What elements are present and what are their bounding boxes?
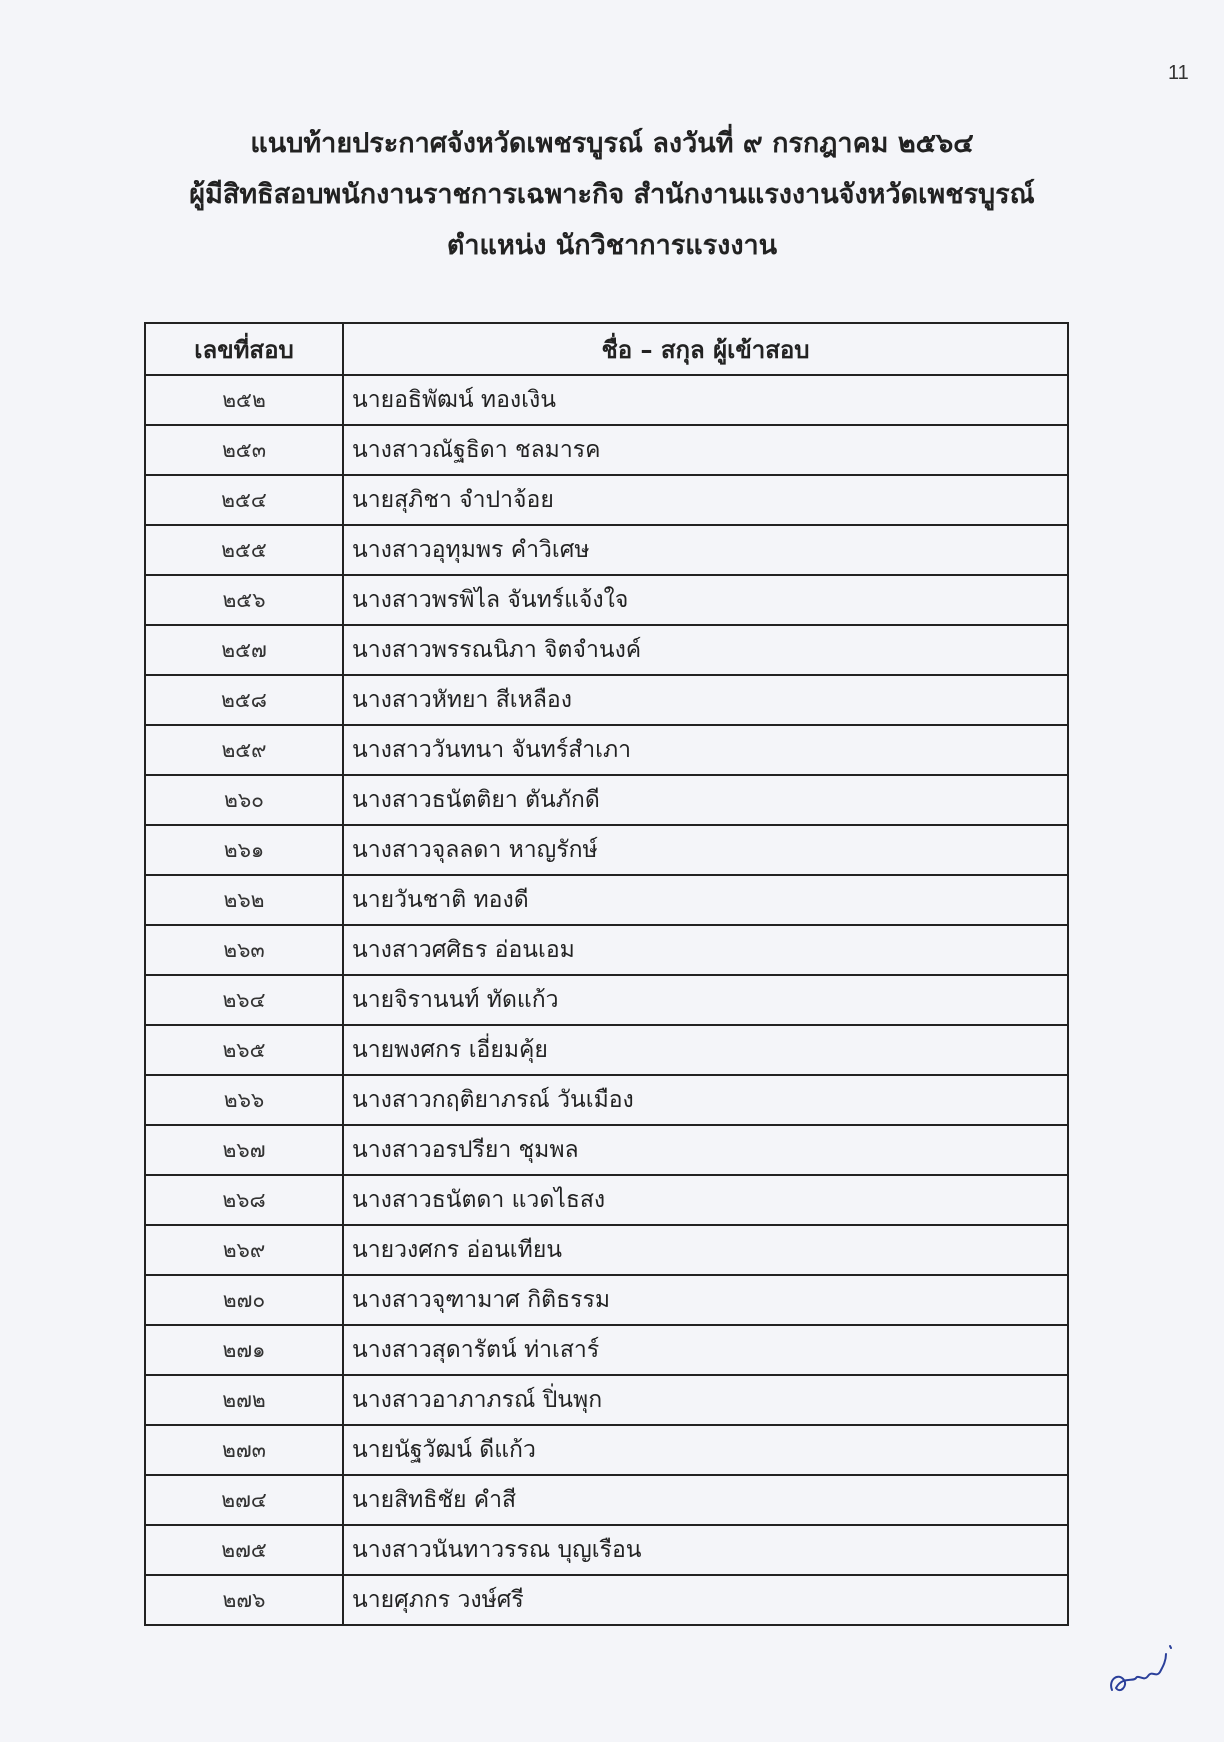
table-row xyxy=(145,1475,1068,1525)
table-row xyxy=(145,425,1068,475)
exam-number-cell: ๒๖๒ xyxy=(145,875,343,925)
table-row xyxy=(145,475,1068,525)
table-row xyxy=(145,1075,1068,1125)
table-row xyxy=(145,775,1068,825)
candidate-name-cell: นางสาวอุทุมพร คำวิเศษ xyxy=(343,525,1068,575)
table-row xyxy=(145,875,1068,925)
exam-number-cell: ๒๗๒ xyxy=(145,1375,343,1425)
candidate-name-cell: นางสาวจุลลดา หาญรักษ์ xyxy=(343,825,1068,875)
candidate-name-cell: นางสาวธนัตติยา ตันภักดี xyxy=(343,775,1068,825)
candidate-name-cell: นางสาวอรปรียา ชุมพล xyxy=(343,1125,1068,1175)
candidate-name-cell: นางสาวพรรณนิภา จิตจำนงค์ xyxy=(343,625,1068,675)
candidate-name-cell: นางสาวจุฑามาศ กิติธรรม xyxy=(343,1275,1068,1325)
table-row xyxy=(145,525,1068,575)
table-row xyxy=(145,1575,1068,1625)
candidate-name-cell: นางสาวสุดารัตน์ ท่าเสาร์ xyxy=(343,1325,1068,1375)
table-row xyxy=(145,1275,1068,1325)
candidate-name-cell: นางสาวพรพิไล จันทร์แจ้งใจ xyxy=(343,575,1068,625)
exam-number-cell: ๒๕๙ xyxy=(145,725,343,775)
table-row xyxy=(145,625,1068,675)
column-header-full-name: ชื่อ – สกุล ผู้เข้าสอบ xyxy=(343,323,1068,375)
table-row xyxy=(145,1175,1068,1225)
table-row xyxy=(145,675,1068,725)
exam-number-cell: ๒๕๘ xyxy=(145,675,343,725)
exam-number-cell: ๒๖๓ xyxy=(145,925,343,975)
document-header xyxy=(0,118,1224,271)
candidate-name-cell: นางสาวธนัตดา แวดไธสง xyxy=(343,1175,1068,1225)
exam-number-cell: ๒๕๒ xyxy=(145,375,343,425)
candidate-name-cell: นายจิรานนท์ ทัดแก้ว xyxy=(343,975,1068,1025)
page-number: 11 xyxy=(1168,62,1189,84)
candidate-name-cell: นายวงศกร อ่อนเทียน xyxy=(343,1225,1068,1275)
candidate-name-cell: นายอธิพัฒน์ ทองเงิน xyxy=(343,375,1068,425)
exam-number-cell: ๒๖๑ xyxy=(145,825,343,875)
table-row xyxy=(145,1125,1068,1175)
table-row xyxy=(145,975,1068,1025)
table-row xyxy=(145,575,1068,625)
header-line-3: ตำแหน่ง นักวิชาการแรงงาน xyxy=(446,230,778,261)
candidate-name-cell: นายสิทธิชัย คำสี xyxy=(343,1475,1068,1525)
exam-number-cell: ๒๕๓ xyxy=(145,425,343,475)
candidate-name-cell: นางสาวนันทาวรรณ บุญเรือน xyxy=(343,1525,1068,1575)
table-row xyxy=(145,725,1068,775)
exam-number-cell: ๒๗๓ xyxy=(145,1425,343,1475)
exam-number-cell: ๒๗๑ xyxy=(145,1325,343,1375)
table-header-row xyxy=(145,323,1068,375)
table-row xyxy=(145,825,1068,875)
exam-number-cell: ๒๖๖ xyxy=(145,1075,343,1125)
exam-number-cell: ๒๖๕ xyxy=(145,1025,343,1075)
exam-number-cell: ๒๕๗ xyxy=(145,625,343,675)
exam-number-cell: ๒๖๔ xyxy=(145,975,343,1025)
table-row xyxy=(145,925,1068,975)
exam-number-cell: ๒๕๔ xyxy=(145,475,343,525)
header-line-2: ผู้มีสิทธิสอบพนักงานราชการเฉพาะกิจ สำนักงานแรงงานจังหวัดเพชรบูรณ์ xyxy=(189,179,1035,210)
candidate-table xyxy=(144,322,1069,1626)
exam-number-cell: ๒๕๕ xyxy=(145,525,343,575)
candidate-name-cell: นายพงศกร เอี่ยมคุ้ย xyxy=(343,1025,1068,1075)
candidate-name-cell: นางสาวกฤติยาภรณ์ วันเมือง xyxy=(343,1075,1068,1125)
candidate-name-cell: นายสุภิชา จำปาจ้อย xyxy=(343,475,1068,525)
table-row xyxy=(145,1225,1068,1275)
exam-number-cell: ๒๕๖ xyxy=(145,575,343,625)
table-row xyxy=(145,1325,1068,1375)
exam-number-cell: ๒๖๘ xyxy=(145,1175,343,1225)
exam-number-cell: ๒๗๐ xyxy=(145,1275,343,1325)
exam-number-cell: ๒๗๔ xyxy=(145,1475,343,1525)
candidate-name-cell: นางสาวณัฐธิดา ชลมารค xyxy=(343,425,1068,475)
exam-number-cell: ๒๖๗ xyxy=(145,1125,343,1175)
table-row xyxy=(145,375,1068,425)
candidate-name-cell: นางสาวศศิธร อ่อนเอม xyxy=(343,925,1068,975)
exam-number-cell: ๒๗๖ xyxy=(145,1575,343,1625)
candidate-name-cell: นายศุภกร วงษ์ศรี xyxy=(343,1575,1068,1625)
table-row xyxy=(145,1375,1068,1425)
candidate-name-cell: นายนัฐวัฒน์ ดีแก้ว xyxy=(343,1425,1068,1475)
exam-number-cell: ๒๖๐ xyxy=(145,775,343,825)
candidate-name-cell: นางสาววันทนา จันทร์สำเภา xyxy=(343,725,1068,775)
exam-number-cell: ๒๗๕ xyxy=(145,1525,343,1575)
table-row xyxy=(145,1425,1068,1475)
handwritten-signature xyxy=(1100,1632,1180,1702)
candidate-name-cell: นางสาวอาภาภรณ์ ปิ่นพุก xyxy=(343,1375,1068,1425)
table-row xyxy=(145,1025,1068,1075)
table-row xyxy=(145,1525,1068,1575)
column-header-exam-number: เลขที่สอบ xyxy=(145,323,343,375)
exam-number-cell: ๒๖๙ xyxy=(145,1225,343,1275)
candidate-name-cell: นางสาวหัทยา สีเหลือง xyxy=(343,675,1068,725)
header-line-1: แนบท้ายประกาศจังหวัดเพชรบูรณ์ ลงวันที่ ๙ กรกฎาคม ๒๕๖๔ xyxy=(250,128,974,159)
candidate-name-cell: นายวันชาติ ทองดี xyxy=(343,875,1068,925)
